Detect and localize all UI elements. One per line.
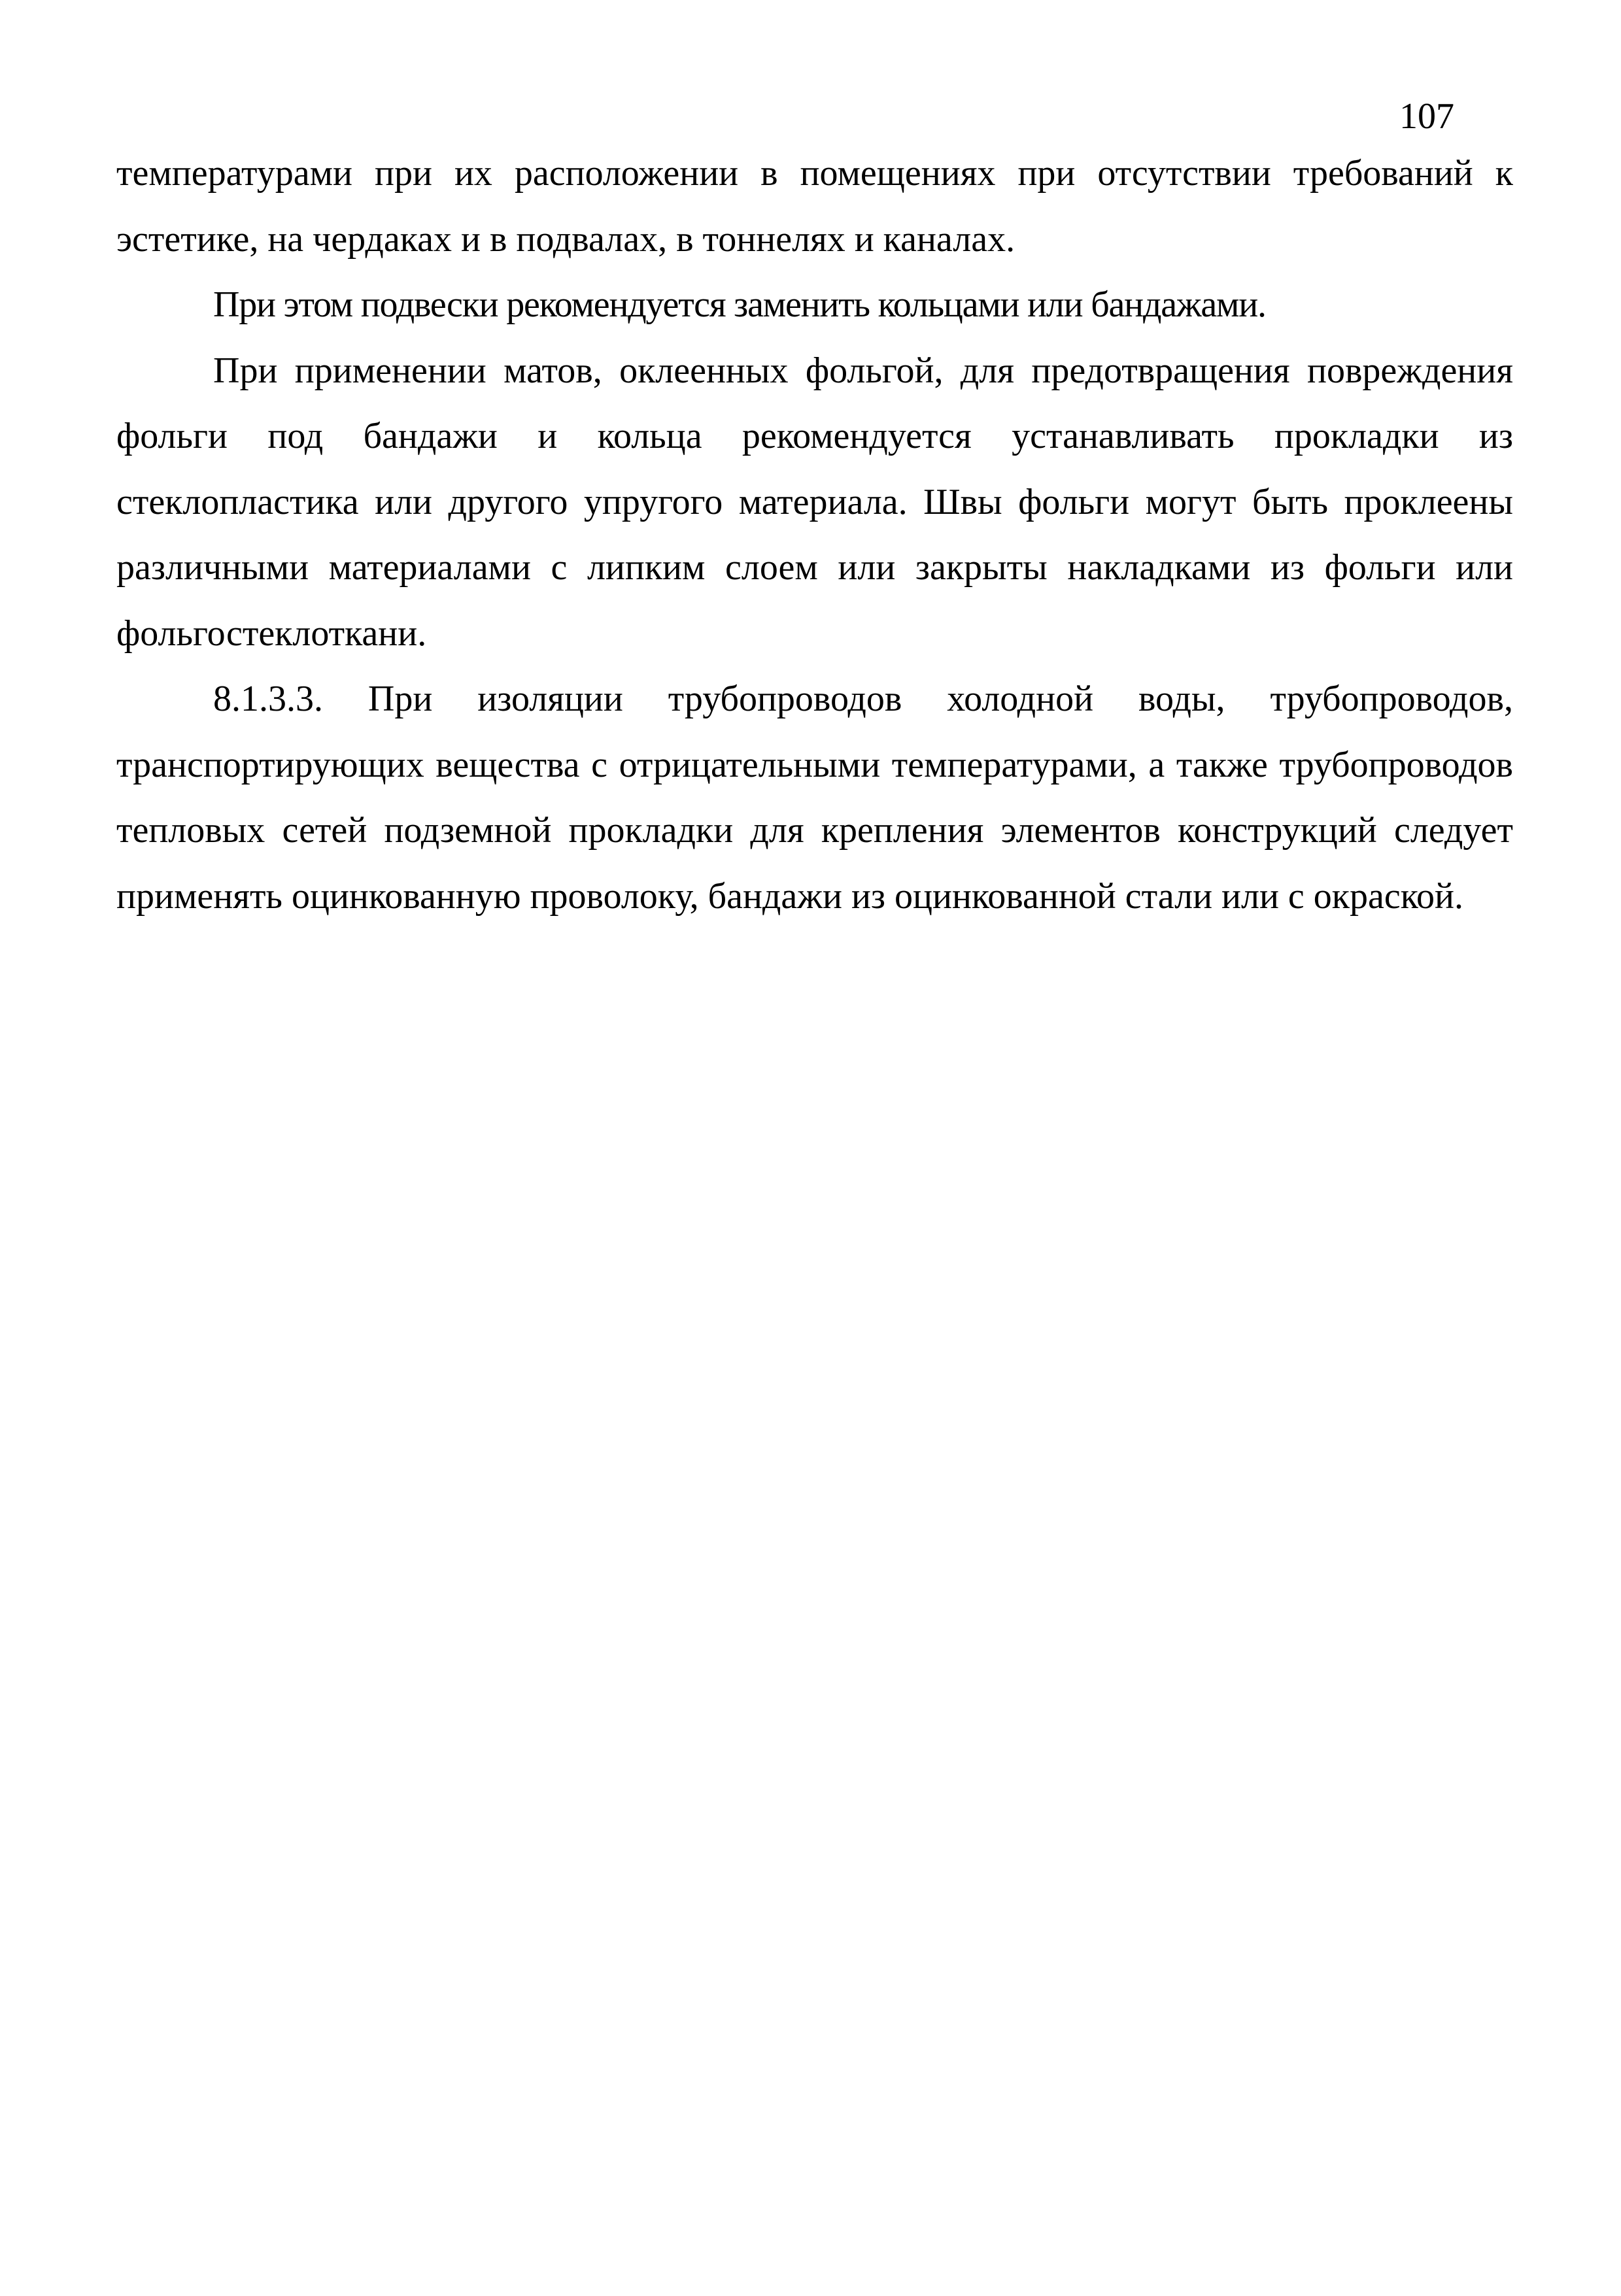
paragraph-section-8-1-3-3: 8.1.3.3. При изоляции трубопроводов холодной воды, трубопроводов, транспортирующих вещества с отрицательными температурами, а также трубопроводов тепловых сетей подземной прокладки для крепления элементов конструкций следует применять оцинкованную проволоку, бандажи из оцинкованной стали или с окраской.: [116, 679, 1513, 917]
page-number: 107: [1399, 96, 1454, 137]
body-text: [116, 141, 1513, 929]
paragraph-continuation: температурами при их расположении в помещениях при отсутствии требований к эстетике, на чердаках и в подвалах, в тоннелях и каналах.: [116, 153, 1513, 260]
paragraph-foil-mats: При применении матов, оклеенных фольгой, для предотвращения повреждения фольги под бандажи и кольца рекомендуется устанавливать прокладки из стеклопластика или другого упругого материала. Швы фольги могут быть проклеены различными материалами с липким слоем или закрыты накладками из фольги или фольгостеклоткани.: [116, 350, 1513, 654]
paragraph-suspension-replacement: При этом подвески рекомендуется заменить кольцами или бандажами.: [213, 284, 1266, 325]
